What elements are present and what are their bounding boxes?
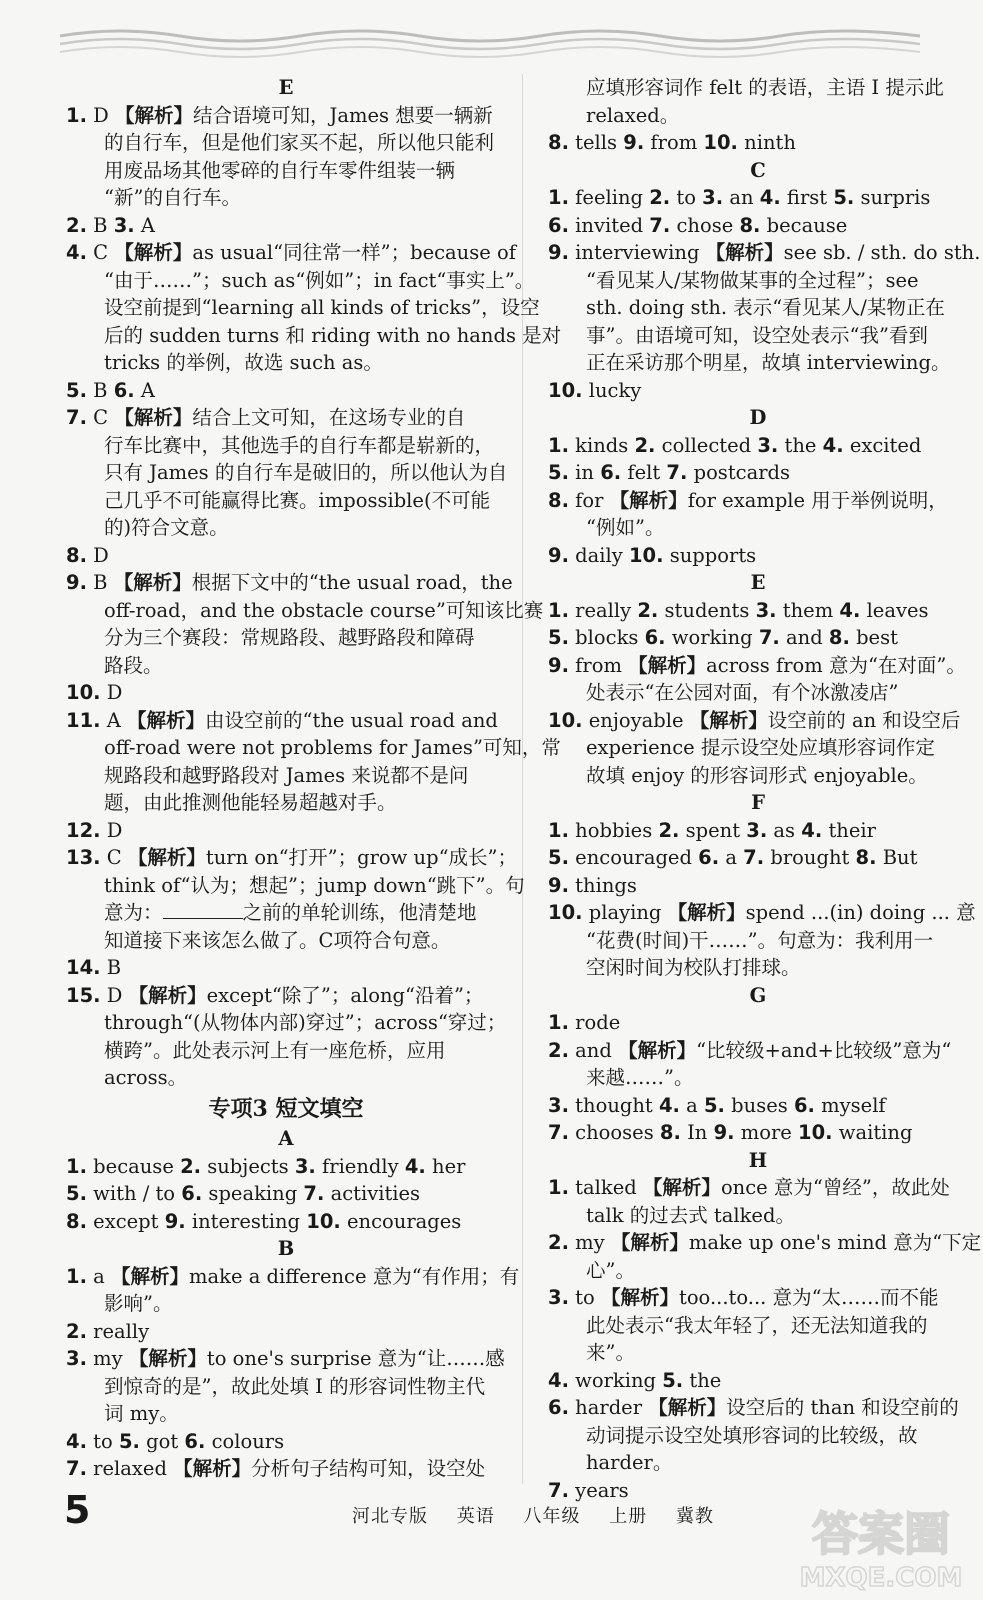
answer-line: 事”。由语境可知，设空处表示“我”看到	[586, 323, 928, 347]
answer-line: off-road，and the obstacle course”可知该比赛	[104, 598, 544, 622]
answer-column-left	[66, 74, 562, 1483]
answer-line: tricks 的举例，故选 such as。	[104, 351, 383, 374]
section-letter: A	[278, 1127, 294, 1150]
answer-line: 心”。	[586, 1258, 635, 1282]
answer-line: 5. encouraged 6. a 7. brought 8. But	[548, 846, 918, 869]
answer-line: 1. really 2. students 3. them 4. leaves	[548, 598, 929, 622]
answer-line: 12. D	[66, 818, 123, 842]
answer-line: 2. my 【解析】make up one's mind 意为“下定	[548, 1231, 982, 1254]
answer-line: talk 的过去式 talked。	[586, 1203, 795, 1227]
watermark-logo	[786, 1498, 976, 1594]
answer-line: 应填形容词作 felt 的表语，主语 I 提示此	[586, 76, 944, 99]
answer-line: think of“认为；想起”；jump down“跳下”。句	[104, 873, 525, 897]
answer-line: sth. doing sth. 表示“看见某人/某物正在	[586, 296, 945, 319]
answer-line: 8. for 【解析】for example 用于举例说明，	[548, 488, 948, 512]
footer-publisher: 冀教	[675, 1506, 714, 1527]
answer-line: 用废品场其他零碎的自行车零件组装一辆	[104, 158, 456, 182]
answer-line: off-road were not problems for James”可知，常	[104, 736, 561, 759]
answer-line: 1. a 【解析】make a difference 意为“有作用；有	[66, 1264, 520, 1288]
section-letter: B	[277, 1237, 295, 1260]
answer-line: 题，由此推测他能轻易超越对手。	[104, 791, 397, 814]
footer-edition: 河北专版	[352, 1506, 428, 1527]
answer-line: 意为： 之前的单轮训练，他清楚地	[104, 901, 477, 924]
answer-line: 13. C 【解析】turn on“打开”；grow up“成长”；	[66, 846, 518, 869]
answer-line: 横跨”。此处表示河上有一座危桥，应用	[104, 1038, 446, 1062]
answer-line: 行车比赛中，其他选手的自行车都是崭新的，	[104, 433, 495, 457]
answer-line: 5. blocks 6. working 7. and 8. best	[548, 626, 898, 649]
answer-line: 9. from 【解析】across from 意为“在对面”。	[548, 653, 966, 677]
footer-grade: 八年级	[523, 1506, 581, 1527]
section-letter: H	[748, 1148, 768, 1172]
section-letter: G	[749, 983, 767, 1007]
answer-line: 1. feeling 2. to 3. an 4. first 5. surpris	[548, 186, 931, 209]
svg-text:答案圈: 答案圈	[812, 1507, 950, 1561]
answer-line: 3. my 【解析】to one's surprise 意为“让……感	[66, 1347, 505, 1370]
answer-line: 故填 enjoy 的形容词形式 enjoyable。	[586, 763, 928, 787]
page-number: 5	[64, 1488, 91, 1532]
answer-line: 2. B 3. A	[66, 213, 155, 237]
answer-line: 9. daily 10. supports	[548, 543, 757, 567]
answer-line: 3. thought 4. a 5. buses 6. myself	[548, 1093, 886, 1117]
answer-line: 动词提示设空处填形容词的比较级，故	[586, 1423, 918, 1447]
answer-line: 5. B 6. A	[66, 378, 155, 402]
answer-line: 影响”。	[104, 1292, 173, 1315]
answer-line: across。	[104, 1066, 188, 1089]
section-letter: C	[750, 158, 766, 182]
answer-line: 1. hobbies 2. spent 3. as 4. their	[548, 818, 876, 842]
answer-line: “例如”。	[586, 516, 665, 539]
answer-line: “花费(时间)干……”。句意为：我利用一	[586, 928, 934, 952]
answer-line: 规路段和越野路段对 James 来说都不是问	[104, 763, 469, 787]
answer-line: 己几乎不可能赢得比赛。impossible(不可能	[104, 488, 491, 512]
answer-line: 4. to 5. got 6. colours	[66, 1429, 285, 1453]
answer-line: 9. B 【解析】根据下文中的“the usual road，the	[66, 571, 513, 594]
section-letter: E	[750, 571, 766, 594]
answer-line: “新”的自行车。	[104, 186, 241, 209]
answer-line: 1. D 【解析】结合语境可知，James 想要一辆新	[66, 103, 493, 127]
answer-line: 9. interviewing 【解析】see sb. / sth. do sth.	[548, 241, 981, 264]
answer-line: 2. and 【解析】“比较级+and+比较级”意为“	[548, 1038, 952, 1062]
answer-line: 6. invited 7. chose 8. because	[548, 213, 848, 237]
answer-line: 7. chooses 8. In 9. more 10. waiting	[548, 1121, 913, 1144]
answer-line: 10. enjoyable 【解析】设空前的 an 和设空后	[548, 708, 961, 732]
footer-term: 上册	[609, 1506, 648, 1527]
answer-line: 5. in 6. felt 7. postcards	[548, 461, 791, 484]
svg-text:MXQE.COM: MXQE.COM	[799, 1563, 963, 1593]
answer-line: 此处表示“我太年轻了，还无法知道我的	[586, 1313, 928, 1337]
answer-line: 7. relaxed 【解析】分析句子结构可知，设空处	[66, 1457, 486, 1480]
answer-line: 后的 sudden turns 和 riding with no hands 是对	[104, 323, 562, 347]
page-footer	[352, 1502, 736, 1528]
answer-line: 只有 James 的自行车是破旧的，所以他认为自	[104, 461, 508, 484]
answer-line: 的自行车，但是他们家买不起，所以他只能利	[104, 131, 495, 154]
answer-line: 4. working 5. the	[548, 1368, 722, 1392]
answer-line: 知道接下来该怎么做了。C项符合句意。	[104, 928, 451, 952]
answer-line: 空闲时间为校队打排球。	[586, 956, 801, 979]
answer-line: 分为三个赛段：常规路段、越野路段和障碍	[104, 626, 475, 649]
answer-line: 1. talked 【解析】once 意为“曾经”，故此处	[548, 1176, 950, 1199]
answer-line: 10. D	[66, 681, 123, 704]
decorative-header-band	[60, 22, 920, 62]
answer-line: 10. playing 【解析】spend ...(in) doing ... 意	[548, 901, 976, 924]
section-letter: E	[278, 76, 294, 99]
answer-line: through“(从物体内部)穿过”；across“穿过；	[104, 1011, 507, 1034]
answer-line: 1. because 2. subjects 3. friendly 4. her	[66, 1154, 466, 1178]
answer-line: harder。	[586, 1451, 673, 1474]
answer-line: “由于……”；such as“例如”；in fact“事实上”。	[104, 268, 535, 292]
answer-line: 15. D 【解析】except“除了”；along“沿着”；	[66, 983, 484, 1007]
answer-line: 10. lucky	[548, 378, 642, 402]
answer-line: 5. with / to 6. speaking 7. activities	[66, 1182, 421, 1205]
answer-line: 来”。	[586, 1341, 635, 1364]
answer-line: 到惊奇的是”，故此处填 I 的形容词性物主代	[104, 1374, 486, 1398]
answer-line: 设空前提到“learning all kinds of tricks”，设空	[104, 296, 540, 319]
answer-line: 1. rode	[548, 1011, 621, 1034]
answer-line: 3. to 【解析】too...to... 意为“太……而不能	[548, 1286, 939, 1309]
section-letter: F	[751, 791, 765, 814]
answer-line: 词 my。	[104, 1402, 179, 1425]
answer-line: 14. B	[66, 956, 122, 979]
answer-line: 1. kinds 2. collected 3. the 4. excited	[548, 433, 922, 457]
answer-line: 11. A 【解析】由设空前的“the usual road and	[66, 708, 498, 732]
section-heading: 专项3 短文填空	[208, 1095, 364, 1122]
answer-line: 的)符合文意。	[104, 516, 229, 539]
answer-line: 8. except 9. interesting 10. encourages	[66, 1209, 462, 1233]
section-letter: D	[749, 406, 767, 429]
answer-line: 6. harder 【解析】设空后的 than 和设空前的	[548, 1396, 959, 1419]
answer-line: 2. really	[66, 1319, 150, 1343]
answer-line: 8. tells 9. from 10. ninth	[548, 131, 796, 154]
answer-line: 处表示“在公园对面，有个冰激凌店”	[586, 681, 899, 704]
answer-line: 4. C 【解析】as usual“同往常一样”；because of	[66, 241, 516, 264]
answer-line: 7. years	[548, 1478, 629, 1502]
answer-line: 7. C 【解析】结合上文可知，在这场专业的自	[66, 406, 466, 429]
answer-line: 正在采访那个明星，故填 interviewing。	[586, 351, 951, 374]
answer-line: experience 提示设空处应填形容词作定	[586, 736, 935, 759]
answer-line: 9. things	[548, 873, 637, 897]
footer-subject: 英语	[456, 1506, 495, 1527]
answer-line: 路段。	[104, 653, 163, 677]
answer-line: 8. D	[66, 543, 109, 567]
answer-line: “看见某人/某物做某事的全过程”；see	[586, 268, 919, 292]
answer-line: 来越……”。	[586, 1066, 694, 1089]
answer-line: relaxed。	[586, 103, 680, 127]
answer-column-right	[548, 74, 982, 1504]
